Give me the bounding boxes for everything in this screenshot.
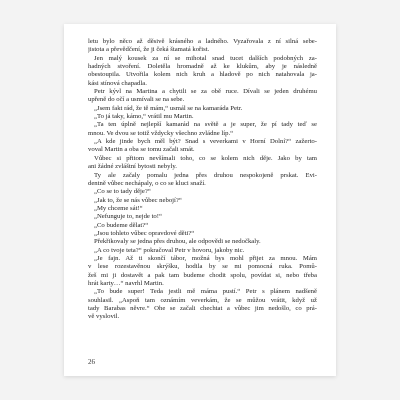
text-line: souhlasil. „Aspoň tam oznámím veverkám, že se můžou vrátit, když už [88, 296, 317, 304]
text-line: voval Martin a oba se tomu začali smát. [88, 146, 195, 154]
text-line: upřeně do očí a usmívali se na sebe. [88, 96, 185, 104]
text-line: dentně vůbec nechápaly, o co se kluci snaží. [88, 179, 206, 187]
text-line: „To bude super! Teda jestli mě máma pustí.“ Petr s plánem nadšeně [94, 288, 317, 296]
text-line: tady Barabas něvre.“ Ohe se začali chechtat a vůbec jim nedošlo, co prá- [88, 305, 317, 312]
text-line: „Jsou tohleto vůbec opravdové děti?“ [94, 229, 195, 237]
text-line: vě vyslovil. [88, 313, 120, 321]
text-line: „A kde jinde bych měl být? Snad s veverkami v Horní Dolní?“ zažerto- [94, 138, 317, 146]
text-line: Vůbec si přitom nevšímali toho, co se kolem nich děje. Jako by tam [94, 154, 317, 162]
text-line: „Jak to, že se nás vůbec nebojí?“ [94, 196, 182, 204]
text-line: „A co tvoje teta?“ pokračoval Petr v hovoru, jakoby nic. [94, 246, 245, 254]
text-line: v lese rozestavěnou skrýšku, hodila by se mi pomocná ruka. Pomů- [88, 263, 317, 271]
text-line: Petr kývl na Martina a chytili se za obě ruce. Dívali se jeden druhému [94, 88, 317, 96]
text-line: obestoupila. Utvořila kolem nich kruh a hladově po nich natahovala ja- [88, 71, 317, 79]
text-line: Jen malý kousek za ní se mihotal snad tucet dalších podobných za- [94, 54, 317, 62]
text-line: „Jsem fakt rád, že tě mám,“ usmál se na kamaráda Petr. [94, 104, 243, 112]
text-line: „Co se to tady děje?“ [94, 188, 151, 196]
text-line: „Ta ten úplně nejlepší kamarád na světě a je super, že pí tady teď se [94, 121, 317, 129]
text-line: „My chceme sát!“ [94, 204, 143, 212]
book-page [64, 24, 336, 376]
text-line: kási stínová chapadla. [88, 79, 147, 87]
body-text [88, 38, 317, 322]
text-line: „Je fajn. Až ti skončí tábor, možná bys mohl přijet za mnou. Mám [94, 254, 317, 262]
text-line: žeš mi ji dostavět a pak tam budeme chodit spolu, povídat si, nebo třeba [88, 271, 317, 279]
text-line: letu bylo něco až děsivě krásného a ladného. Vyzařovala z ní silná sebe- [88, 38, 317, 45]
text-line: Překřikovaly se jedna přes druhou, ale odpovědi se nedočkaly. [94, 238, 261, 246]
text-line: „Nefunguje to, nejde to!“ [94, 213, 162, 221]
text-line: jistota a převědčení, že ji čeká štamatá kořist. [88, 46, 210, 54]
text-line: hrát karty…“ navrhl Martin. [88, 279, 164, 287]
text-line: „To já taky, kámo,“ vrátil mu Martin. [94, 113, 194, 121]
text-line: mnou. Ve dvou se totiž vždycky všechno zvládne líp.“ [88, 129, 234, 137]
text-line: Ty ale začaly pomalu jedna přes druhou nespokojeně prskat. Evi- [94, 171, 317, 179]
text-line: „Co budeme dělat?“ [94, 221, 149, 229]
text-line: ani žádné zvláštní bytosti nebyly. [88, 163, 177, 171]
text-line: hadných stvoření. Doletěla hromadně až ke klukům, aby je následně [88, 63, 317, 71]
page-number: 26 [88, 358, 95, 366]
